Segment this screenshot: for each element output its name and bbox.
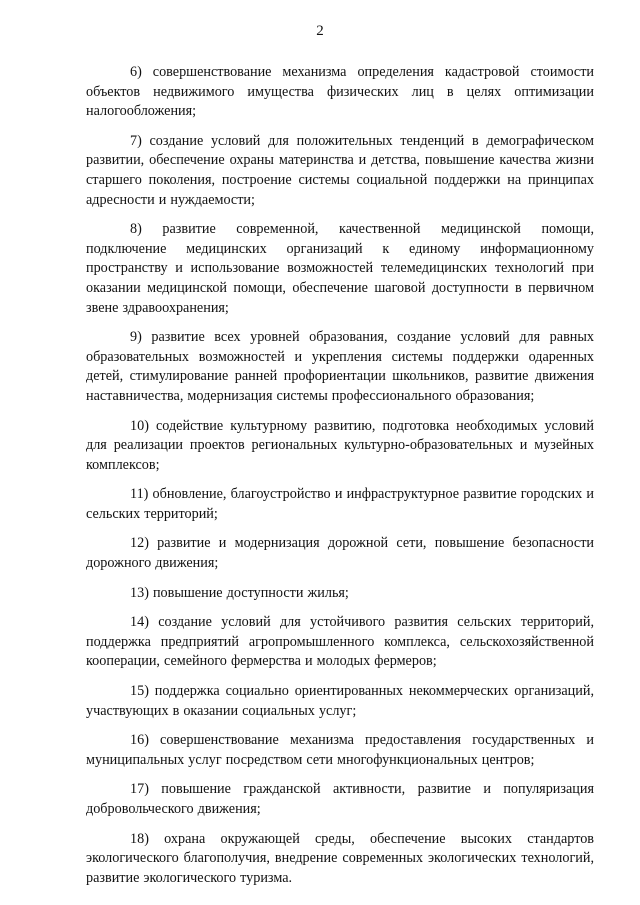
list-item-6: 6) совершенствование механизма определения кадастровой стоимости объектов недвижимого имущества физических лиц в целях оптимизации налогообложения; <box>86 64 594 120</box>
list-item-16: 16) совершенствование механизма предоставления государственных и муниципальных услуг посредством сети многофункциональных центров; <box>86 732 594 768</box>
list-item-9: 9) развитие всех уровней образования, создание условий для равных образовательных возможностей и укрепления системы поддержки одаренных детей, стимулирование ранней профориентации школьников, развитие движения наставничества, модернизация системы профессионального образования; <box>86 329 594 404</box>
list-item-18: 18) охрана окружающей среды, обеспечение высоких стандартов экологического благополучия, внедрение современных экологических технологий, развитие экологического туризма. <box>86 830 594 886</box>
list-item-14: 14) создание условий для устойчивого развития сельских территорий, поддержка предприятий агропромышленного комплекса, сельскохозяйственной кооперации, семейного фермерства и молодых фермеров; <box>86 614 594 670</box>
list-item-12: 12) развитие и модернизация дорожной сети, повышение безопасности дорожного движения; <box>86 535 594 572</box>
list-item-17: 17) повышение гражданской активности, развитие и популяризация добровольческого движения; <box>86 781 594 817</box>
page-number: 2 <box>316 23 324 39</box>
list-item-8: 8) развитие современной, качественной медицинской помощи, подключение медицинских организаций к единому информационному пространству и использование возможностей телемедицинских технологий при оказании медицинской помощи, обеспечение шаговой доступности в первичном звене здравоохранения; <box>86 221 594 316</box>
list-item-10: 10) содействие культурному развитию, подготовка необходимых условий для реализации проектов региональных культурно-образовательных и музейных комплексов; <box>86 417 594 473</box>
list-item-11: 11) обновление, благоустройство и инфраструктурное развитие городских и сельских территорий; <box>86 486 594 522</box>
list-item-15: 15) поддержка социально ориентированных некоммерческих организаций, участвующих в оказании социальных услуг; <box>86 683 594 719</box>
document-body <box>86 63 594 898</box>
list-item-7: 7) создание условий для положительных тенденций в демографическом развитии, обеспечение охраны материнства и детства, повышение качества жизни старшего поколения, построение системы социальной поддержки на принципах адресности и нуждаемости; <box>86 132 594 208</box>
list-item-13: 13) повышение доступности жилья; <box>130 584 349 601</box>
